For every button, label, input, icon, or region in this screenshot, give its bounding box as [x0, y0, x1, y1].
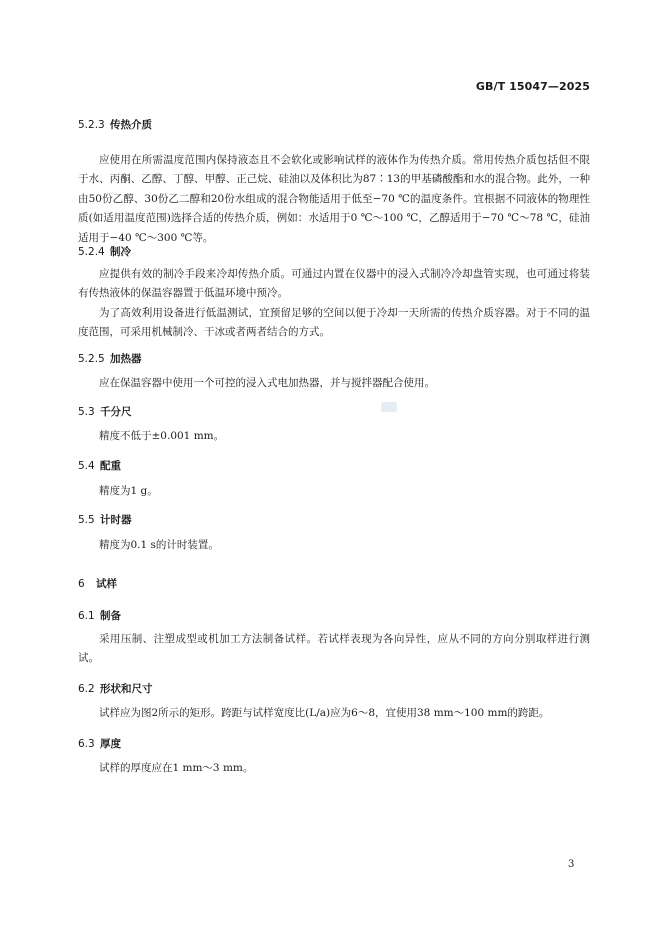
standard-code: GB/T 15047—2025 — [475, 80, 590, 93]
section-title: 试样 — [96, 578, 117, 590]
section-title: 千分尺 — [100, 406, 132, 418]
paragraph-cooling-1: 应提供有效的制冷手段来冷却传热介质。可通过内置在仪器中的浸入式制冷冷却盘管实现，也可通过将装有传热液体的保温容器置于低温环境中预冷。 — [78, 268, 590, 300]
section-heading-6-1 — [78, 609, 121, 623]
section-title: 形状和尺寸 — [100, 683, 153, 695]
section-heading-5-2-5 — [78, 352, 142, 366]
section-heading-6-3 — [78, 737, 121, 751]
section-heading-5-2-3 — [78, 118, 152, 132]
section-number: 5.3 — [78, 406, 95, 418]
paragraph-heat-transfer-medium: 应使用在所需温度范围内保持液态且不会软化或影响试样的液体作为传热介质。常用传热介质包括但不限于水、丙酮、乙醇、丁醇、甲醇、正己烷、硅油以及体积比为87∶13的甲基磷酸酯和水的混合物。此外，一种由50份乙醇、30份乙二醇和20份水组成的混合物能适用于低至−70 ℃的温度条件。宜根据不同液体的物理性质(如适用温度范围)选择合适的传热介质，例如：水适用于0 ℃～100 ℃，乙醇适用于−70 ℃～78 ℃，硅油适用于−40 ℃～300 ℃等。 — [78, 154, 590, 244]
section-heading-5-4 — [78, 459, 121, 473]
paragraph-thickness: 试样的厚度应在1 mm～3 mm。 — [99, 762, 254, 774]
paragraph-shape-size: 试样应为图2所示的矩形。跨距与试样宽度比(L/a)应为6～8，宜使用38 mm～100 mm的跨距。 — [99, 707, 550, 719]
section-title: 制备 — [100, 610, 121, 622]
page-number: 3 — [568, 859, 575, 870]
section-title: 加热器 — [110, 353, 142, 365]
section-heading-5-3 — [78, 405, 132, 419]
watermark-mark — [381, 402, 397, 412]
section-number: 6.1 — [78, 610, 95, 622]
section-number: 6.3 — [78, 738, 95, 750]
section-title: 计时器 — [100, 514, 132, 526]
section-title: 制冷 — [110, 246, 131, 258]
section-title: 传热介质 — [110, 119, 152, 131]
section-number: 5.4 — [78, 460, 95, 472]
paragraph-timer: 精度为0.1 s的计时装置。 — [99, 539, 219, 551]
section-number: 5.2.5 — [78, 353, 105, 365]
section-title: 配重 — [100, 460, 121, 472]
section-heading-5-5 — [78, 513, 132, 527]
section-number: 6.2 — [78, 683, 95, 695]
section-number: 6 — [78, 578, 85, 590]
section-number: 5.2.3 — [78, 119, 105, 131]
section-heading-6 — [78, 577, 117, 591]
section-title: 厚度 — [100, 738, 121, 750]
section-number: 5.2.4 — [78, 246, 105, 258]
paragraph-cooling-2: 为了高效利用设备进行低温测试，宜预留足够的空间以便于冷却一天所需的传热介质容器。对于不同的温度范围，可采用机械制冷、干冰或者两者结合的方式。 — [78, 307, 590, 339]
section-number: 5.5 — [78, 514, 95, 526]
section-heading-6-2 — [78, 682, 153, 696]
section-heading-5-2-4 — [78, 245, 131, 259]
paragraph-micrometer: 精度不低于±0.001 mm。 — [99, 430, 225, 442]
paragraph-weight: 精度为1 g。 — [99, 485, 158, 497]
paragraph-heater: 应在保温容器中使用一个可控的浸入式电加热器，并与搅拌器配合使用。 — [99, 377, 435, 389]
paragraph-preparation: 采用压制、注塑成型或机加工方法制备试样。若试样表现为各向异性，应从不同的方向分别取样进行测试。 — [78, 633, 590, 665]
